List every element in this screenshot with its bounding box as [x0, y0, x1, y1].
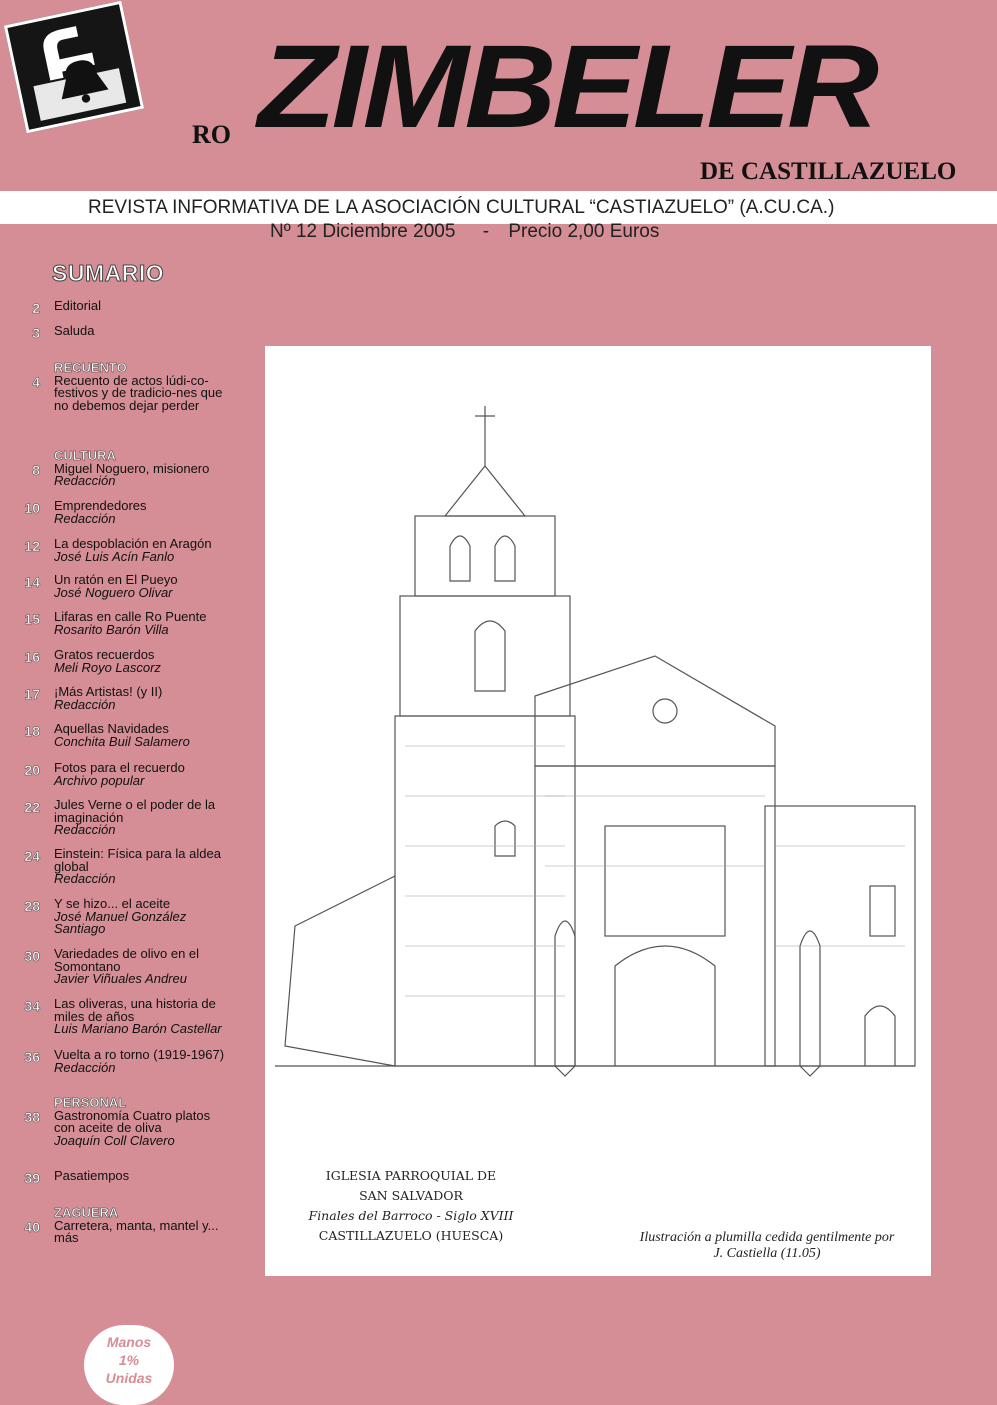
- toc-page-number: 16: [24, 649, 40, 665]
- toc-body: [54, 1049, 234, 1074]
- toc-page-number: 38: [24, 1109, 40, 1125]
- toc-body: [54, 762, 234, 787]
- toc-title: Aquellas Navidades: [54, 721, 169, 736]
- toc-title: Gastronomía Cuatro platos con aceite de oliva: [54, 1107, 211, 1135]
- toc-title: Einstein: Física para la aldea global: [54, 846, 221, 874]
- masthead-subtitle: DE CASTILLAZUELO: [700, 158, 957, 185]
- illustration-caption: [286, 1166, 536, 1246]
- issue-number-date: Nº 12 Diciembre 2005: [270, 221, 456, 242]
- toc-body: [54, 948, 234, 986]
- magazine-logo: [4, 1, 144, 134]
- toc-author: Luis Mariano Barón Castellar: [54, 1021, 222, 1036]
- illustration-credit: [612, 1230, 922, 1262]
- credit-line: Ilustración a plumilla cedida gentilmente por: [639, 1230, 895, 1245]
- toc-author: Redacción: [54, 696, 116, 712]
- publication-description: REVISTA INFORMATIVA DE LA ASOCIACIÓN CULTURAL “CASTIAZUELO” (A.CU.CA.): [88, 197, 835, 218]
- toc-page-number: 30: [24, 948, 40, 964]
- toc-author: Redacción: [54, 871, 116, 886]
- toc-page-number: 40: [24, 1219, 40, 1235]
- toc-body: [54, 325, 234, 338]
- toc-title: Emprendedores: [54, 498, 147, 513]
- church-drawing: [265, 346, 931, 1276]
- toc-page-number: 22: [24, 799, 40, 815]
- toc-author: Conchita Buil Salamero: [54, 733, 190, 749]
- toc-body: [54, 538, 234, 563]
- credit-line: J. Castiella (11.05): [713, 1246, 821, 1261]
- issue-line: [270, 221, 659, 243]
- toc-title: Vuelta a ro torno (1919-1967): [54, 1047, 225, 1062]
- toc-body: [54, 799, 234, 837]
- toc-title: Lifaras en calle Ro Puente: [54, 609, 207, 624]
- masthead-title: ZIMBELER: [258, 21, 875, 153]
- toc-title: Jules Verne o el poder de la imaginación: [54, 797, 216, 825]
- toc-body: [54, 500, 234, 525]
- badge-line: Manos: [106, 1334, 152, 1350]
- caption-line: SAN SALVADOR: [359, 1188, 463, 1203]
- caption-line: IGLESIA PARROQUIAL DE: [325, 1168, 497, 1183]
- toc-body: [54, 723, 234, 748]
- badge-line: 1%: [118, 1352, 140, 1368]
- toc-body: [54, 574, 234, 599]
- toc-title: Variedades de olivo en el Somontano: [54, 946, 200, 974]
- toc-body: [54, 898, 234, 936]
- toc-title: Miguel Noguero, misionero: [54, 460, 210, 476]
- toc-title: Las oliveras, una historia de miles de años: [54, 996, 216, 1024]
- toc-body: [54, 1207, 234, 1245]
- toc-title: Y se hizo... el aceite: [54, 896, 171, 911]
- toc-body: [54, 686, 234, 711]
- toc-page-number: 15: [24, 611, 40, 627]
- issue-price: Precio 2,00 Euros: [508, 221, 660, 242]
- toc-page-number: 18: [24, 723, 40, 739]
- toc-body: [54, 998, 234, 1036]
- toc-body: [54, 611, 234, 636]
- toc-title: Recuento de actos lúdi-co-festivos y de tradicio-nes que no debemos dejar perder: [54, 372, 223, 413]
- toc-author: Redacción: [54, 473, 116, 488]
- masthead-ro: RO: [192, 120, 231, 149]
- church-illustration: [265, 346, 931, 1276]
- toc-title: Editorial: [54, 298, 101, 313]
- toc-body: [54, 1097, 234, 1147]
- toc-page-number: 3: [32, 325, 40, 341]
- toc-section-heading: PERSONAL: [54, 1095, 127, 1110]
- toc-author: Rosarito Barón Villa: [54, 621, 169, 637]
- caption-line: Finales del Barroco - Siglo XVIII: [308, 1208, 514, 1223]
- toc-author: Javier Viñuales Andreu: [54, 971, 187, 986]
- toc-page-number: 8: [32, 462, 40, 478]
- toc-page-number: 17: [24, 686, 40, 702]
- toc-author: Redacción: [54, 822, 116, 837]
- toc-page-number: 39: [24, 1170, 40, 1186]
- issue-separator: -: [482, 221, 490, 242]
- bell-logo-icon: [7, 4, 140, 129]
- toc-page-number: 10: [24, 500, 40, 516]
- toc-title: Carretera, manta, mantel y... más: [54, 1217, 219, 1245]
- toc-title: Un ratón en El Pueyo: [54, 572, 178, 587]
- toc-author: Meli Royo Lascorz: [54, 659, 161, 675]
- toc-author: José Luis Acín Fanlo: [54, 548, 175, 564]
- toc-body: [54, 848, 234, 886]
- toc-page-number: 28: [24, 898, 40, 914]
- toc-author: José Manuel González Santiago: [54, 908, 187, 936]
- toc-page-number: 20: [24, 762, 40, 778]
- toc-title: Fotos para el recuerdo: [54, 760, 185, 775]
- toc-page-number: 14: [24, 574, 40, 590]
- toc-body: [54, 450, 234, 488]
- toc-title: La despoblación en Aragón: [54, 536, 212, 551]
- toc-body: [54, 649, 234, 674]
- toc-section-heading: CULTURA: [54, 448, 116, 463]
- toc-author: Joaquín Coll Clavero: [54, 1132, 175, 1148]
- manos-unidas-badge: [84, 1325, 174, 1405]
- toc-page-number: 34: [24, 998, 40, 1014]
- toc-section-heading: ZAGUERA: [54, 1205, 119, 1220]
- toc-author: Archivo popular: [54, 772, 145, 788]
- toc-author: Redacción: [54, 510, 116, 526]
- toc-page-number: 4: [32, 374, 40, 390]
- toc-page-number: 24: [24, 848, 40, 864]
- toc-title: Pasatiempos: [54, 1168, 130, 1183]
- caption-line: CASTILLAZUELO (HUESCA): [318, 1228, 504, 1243]
- toc-page-number: 12: [24, 538, 40, 554]
- toc-author: José Noguero Olivar: [54, 584, 173, 600]
- toc-section-heading: RECUENTO: [54, 360, 127, 375]
- toc-page-number: 36: [24, 1049, 40, 1065]
- toc-body: [54, 362, 234, 412]
- toc-page-number: 2: [32, 300, 40, 316]
- toc-author: Redacción: [54, 1059, 116, 1075]
- sumario-title: SUMARIO: [52, 260, 165, 286]
- badge-line: Unidas: [105, 1370, 153, 1386]
- toc-body: [54, 300, 234, 313]
- toc-title: Gratos recuerdos: [54, 647, 155, 662]
- toc-body: [54, 1170, 234, 1183]
- toc-title: Saluda: [54, 323, 95, 338]
- toc-title: ¡Más Artistas! (y II): [54, 684, 163, 699]
